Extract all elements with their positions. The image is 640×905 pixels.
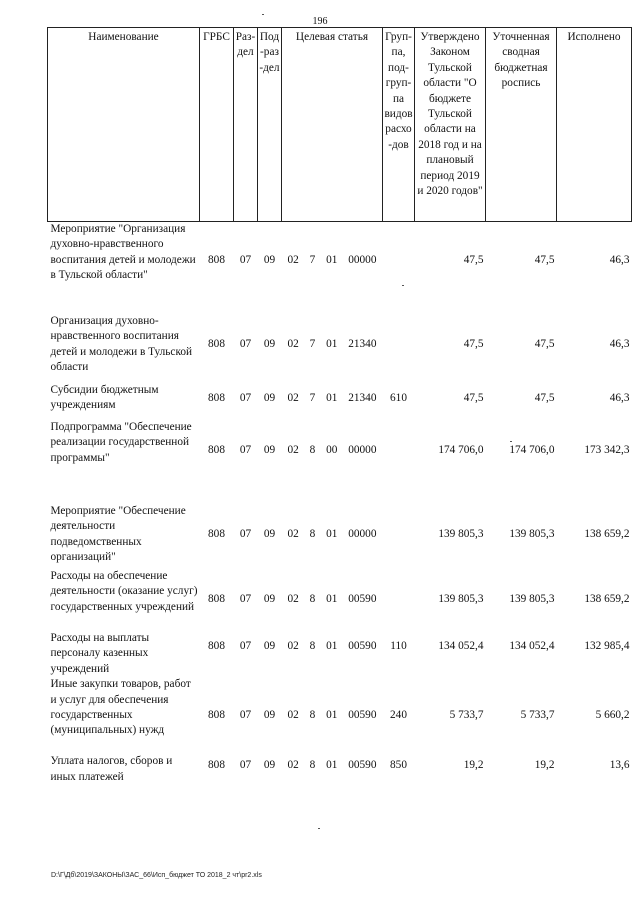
target-event: 01 (326, 593, 338, 605)
row-executed: 13,6 (609, 759, 630, 772)
row-name: Мероприятие "Обеспечение деятельности подведомственных организаций" (50, 505, 186, 564)
row-subsection: 09 (263, 593, 276, 605)
row-name: Расходы на выплаты персоналу казенных учреждений (50, 632, 150, 675)
row-target (282, 504, 383, 569)
row-grbs: 808 (208, 528, 225, 540)
header-approved: Утверждено Законом Тульской области "О бюджете Тульской области на 2018 год и на плановый период 2019 и 2020 годов" (415, 28, 486, 222)
table-row (48, 383, 632, 420)
row-executed: 138 659,2 (584, 528, 630, 540)
target-direction: 00000 (348, 528, 377, 540)
row-name: Организация духовно-нравственного воспитания детей и молодежи в Тульской области (50, 315, 193, 374)
target-subprogram: 8 (309, 528, 316, 540)
row-grbs: 808 (208, 593, 225, 605)
header-revised: Уточненная сводная бюджетная роспись (486, 28, 557, 222)
row-executed: 46,3 (609, 338, 630, 350)
row-approved: 139 805,3 (438, 593, 484, 605)
target-subprogram: 8 (309, 709, 316, 722)
row-group (383, 504, 415, 569)
row-name: Мероприятие "Организация духовно-нравственного воспитания детей и молодежи в Тульской области" (50, 223, 196, 282)
table-row (48, 677, 632, 754)
row-target (282, 631, 383, 677)
table-row (48, 420, 632, 504)
row-subsection: 09 (263, 392, 276, 404)
target-program: 02 (287, 709, 299, 722)
target-event: 01 (326, 338, 338, 350)
header-grbs: ГРБС (200, 28, 234, 222)
row-subsection: 09 (263, 254, 276, 266)
target-direction: 00590 (348, 709, 377, 722)
row-name: Субсидии бюджетным учреждениям (50, 384, 159, 412)
row-grbs: 808 (208, 759, 225, 772)
scan-speck (510, 441, 512, 442)
row-name: Расходы на обеспечение деятельности (оказание услуг) государственных учреждений (50, 570, 198, 613)
row-subsection: 09 (263, 528, 276, 540)
row-revised: 47,5 (534, 254, 555, 266)
header-executed: Исполнено (557, 28, 632, 222)
row-approved: 47,5 (463, 254, 484, 266)
target-subprogram: 8 (309, 593, 316, 605)
row-section: 07 (239, 593, 252, 605)
row-approved: 134 052,4 (438, 640, 484, 652)
row-grbs: 808 (208, 338, 225, 350)
target-event: 01 (326, 254, 338, 266)
row-group (383, 222, 415, 315)
target-event: 01 (326, 709, 338, 722)
target-direction: 00000 (348, 254, 377, 266)
row-name: Уплата налогов, сборов и иных платежей (50, 755, 173, 783)
row-revised: 134 052,4 (509, 640, 555, 652)
row-section: 07 (239, 759, 252, 772)
target-subprogram: 7 (309, 338, 316, 350)
target-program: 02 (287, 528, 299, 540)
table-row (48, 314, 632, 383)
row-section: 07 (239, 392, 252, 404)
row-approved: 47,5 (463, 338, 484, 350)
row-grbs: 808 (208, 709, 225, 722)
row-section: 07 (239, 640, 252, 652)
row-grbs: 808 (208, 444, 225, 456)
row-executed: 46,3 (609, 392, 630, 404)
row-group (383, 569, 415, 631)
row-target (282, 314, 383, 383)
target-event: 01 (326, 640, 338, 652)
row-section: 07 (239, 528, 252, 540)
target-subprogram: 8 (309, 444, 316, 456)
row-executed: 46,3 (609, 254, 630, 266)
target-subprogram: 7 (309, 254, 316, 266)
row-target (282, 677, 383, 754)
target-program: 02 (287, 759, 299, 772)
target-program: 02 (287, 254, 299, 266)
target-event: 01 (326, 528, 338, 540)
row-group: 240 (390, 709, 407, 722)
row-section: 07 (239, 338, 252, 350)
budget-table (47, 27, 632, 785)
row-subsection: 09 (263, 759, 276, 772)
footer-file-path: D:\Г\Дб\2019\ЗАКОНЫ\ЗАС_66\Исп_бюджет ТО 2018_2 чт\pr2.xls (51, 872, 262, 879)
row-target (282, 569, 383, 631)
header-section: Раз-дел (234, 28, 258, 222)
target-program: 02 (287, 640, 299, 652)
scan-speck (318, 828, 320, 829)
row-revised: 139 805,3 (509, 593, 555, 605)
scan-speck (262, 14, 264, 15)
row-executed: 132 985,4 (584, 640, 630, 652)
target-subprogram: 8 (309, 640, 316, 652)
row-group: 110 (390, 640, 407, 652)
row-target (282, 420, 383, 504)
target-program: 02 (287, 392, 299, 404)
row-approved: 174 706,0 (438, 444, 484, 456)
row-name: Подпрограмма "Обеспечение реализации государственной программы" (50, 421, 192, 464)
row-approved: 5 733,7 (449, 709, 484, 722)
header-subsection: Под-раз-дел (258, 28, 282, 222)
page-number: 196 (312, 16, 328, 27)
target-event: 01 (326, 392, 338, 404)
row-name: Иные закупки товаров, работ и услуг для обеспечения государственных (муниципальных) нужд (50, 678, 191, 737)
target-direction: 00000 (348, 444, 377, 456)
row-executed: 138 659,2 (584, 593, 630, 605)
table-row (48, 222, 632, 315)
target-direction: 00590 (348, 759, 377, 772)
header-name: Наименование (48, 28, 200, 222)
row-executed: 173 342,3 (584, 444, 630, 456)
row-approved: 139 805,3 (438, 528, 484, 540)
row-revised: 47,5 (534, 338, 555, 350)
row-subsection: 09 (263, 709, 276, 722)
row-target (282, 222, 383, 315)
target-direction: 00590 (348, 593, 377, 605)
table-row (48, 631, 632, 677)
row-section: 07 (239, 444, 252, 456)
row-grbs: 808 (208, 640, 225, 652)
row-grbs: 808 (208, 392, 225, 404)
row-group (383, 420, 415, 504)
row-subsection: 09 (263, 338, 276, 350)
table-body (48, 222, 632, 786)
row-subsection: 09 (263, 444, 276, 456)
target-direction: 00590 (348, 640, 377, 652)
row-revised: 139 805,3 (509, 528, 555, 540)
target-program: 02 (287, 444, 299, 456)
table-header (48, 28, 632, 222)
row-section: 07 (239, 709, 252, 722)
target-direction: 21340 (348, 338, 377, 350)
target-subprogram: 8 (309, 759, 316, 772)
row-revised: 19,2 (534, 759, 555, 772)
row-group (383, 314, 415, 383)
scan-speck (402, 285, 404, 286)
target-program: 02 (287, 593, 299, 605)
table-row (48, 754, 632, 785)
row-approved: 47,5 (463, 392, 484, 404)
row-subsection: 09 (263, 640, 276, 652)
table-row (48, 569, 632, 631)
header-group: Груп-па, под-груп-па видов расхо-дов (383, 28, 415, 222)
table-row (48, 504, 632, 569)
target-subprogram: 7 (309, 392, 316, 404)
row-grbs: 808 (208, 254, 225, 266)
target-event: 01 (326, 759, 338, 772)
row-target (282, 383, 383, 420)
row-section: 07 (239, 254, 252, 266)
header-target: Целевая статья (282, 28, 383, 222)
row-revised: 5 733,7 (520, 709, 555, 722)
target-program: 02 (287, 338, 299, 350)
target-event: 00 (326, 444, 338, 456)
row-approved: 19,2 (463, 759, 484, 772)
row-revised: 174 706,0 (509, 444, 555, 456)
row-target (282, 754, 383, 785)
row-group: 610 (390, 392, 407, 404)
row-group: 850 (390, 759, 407, 772)
row-revised: 47,5 (534, 392, 555, 404)
row-executed: 5 660,2 (595, 709, 630, 722)
target-direction: 21340 (348, 392, 377, 404)
